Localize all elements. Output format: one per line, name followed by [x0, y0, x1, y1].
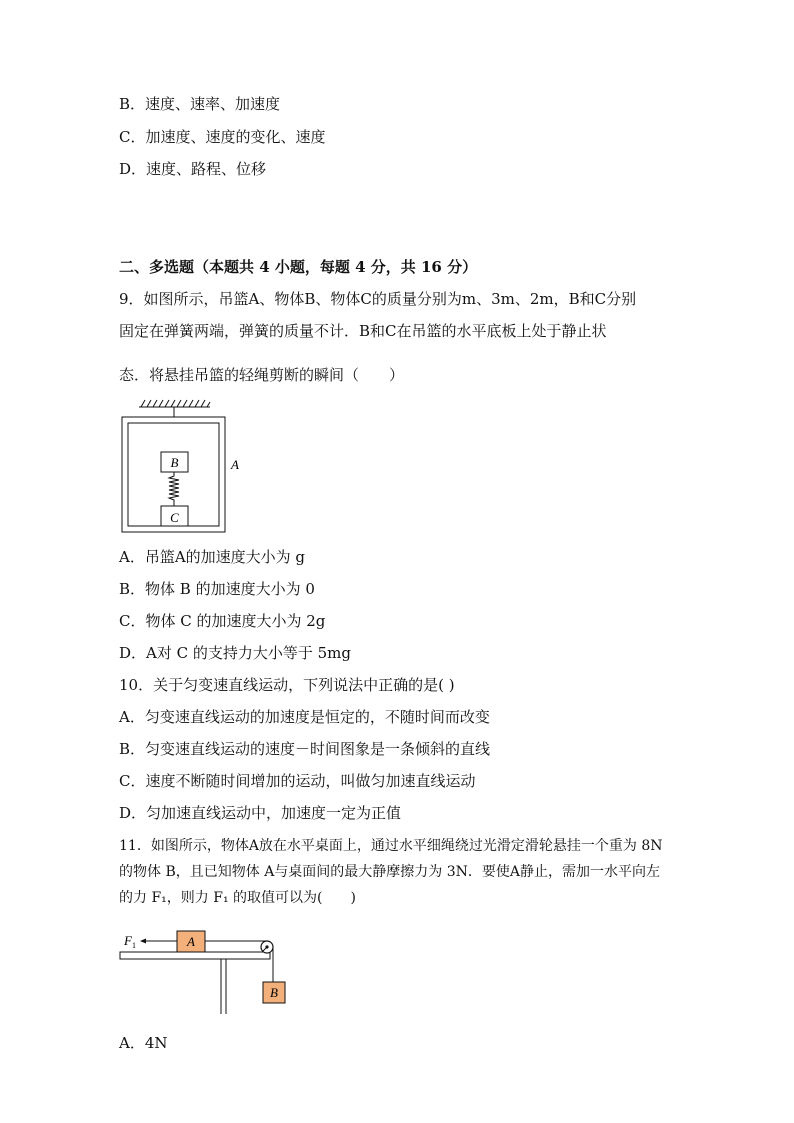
q8-option-c: C．加速度、速度的变化、速度 [119, 128, 326, 146]
ceiling-hatch [139, 400, 210, 407]
q9-stem-line2: 固定在弹簧两端，弹簧的质量不计．B和C在吊篮的水平底板上处于静止状 [119, 322, 607, 340]
q10-option-c: C．速度不断随时间增加的运动，叫做匀加速直线运动 [119, 772, 476, 790]
q8-option-d: D．速度、路程、位移 [119, 160, 267, 178]
label-b: B [270, 985, 278, 1000]
q9-figure [115, 395, 255, 537]
q11-figure [115, 922, 295, 1017]
q11-stem-line1: 11．如图所示，物体A放在水平桌面上，通过水平细绳绕过光滑定滑轮悬挂一个重为 8N [119, 838, 663, 854]
label-b: B [170, 455, 179, 470]
label-a: A [187, 934, 195, 949]
label-f-subscript: 1 [132, 941, 136, 950]
q10-stem: 10．关于匀变速直线运动，下列说法中正确的是( ) [119, 676, 455, 694]
q10-option-b: B．匀变速直线运动的速度－时间图象是一条倾斜的直线 [119, 740, 491, 758]
force-arrow-head [140, 939, 146, 944]
label-a: A [231, 457, 239, 472]
q9-option-b: B．物体 B 的加速度大小为 0 [119, 580, 315, 598]
q9-stem-line1: 9．如图所示，吊篮A、物体B、物体C的质量分别为m、3m、2m，B和C分别 [119, 290, 637, 308]
q9-option-c: C．物体 C 的加速度大小为 2g [119, 612, 326, 630]
q10-option-a: A．匀变速直线运动的加速度是恒定的，不随时间而改变 [119, 708, 490, 726]
q9-stem-line3: 态．将悬挂吊篮的轻绳剪断的瞬间（ ） [119, 366, 405, 384]
table-top [120, 952, 270, 959]
q9-option-a: A．吊篮A的加速度大小为 g [119, 548, 306, 566]
q11-stem-line2: 的物体 B，且已知物体 A与桌面间的最大静摩擦力为 3N．要使A静止，需加一水平向左 [119, 864, 661, 880]
q10-option-d: D．匀加速直线运动中，加速度一定为正值 [119, 804, 402, 822]
q9-option-d: D．A对 C 的支持力大小等于 5mg [119, 644, 352, 662]
label-c: C [170, 510, 179, 525]
spring [169, 472, 179, 506]
section-heading: 二、多选题（本题共 4 小题，每题 4 分，共 16 分） [119, 258, 478, 276]
q11-stem-line3: 的力 F₁，则力 F₁ 的取值可以为( ) [119, 890, 356, 906]
q8-option-b: B．速度、速率、加速度 [119, 95, 281, 113]
label-f: F [124, 933, 132, 948]
q11-option-a: A．4N [119, 1034, 168, 1052]
